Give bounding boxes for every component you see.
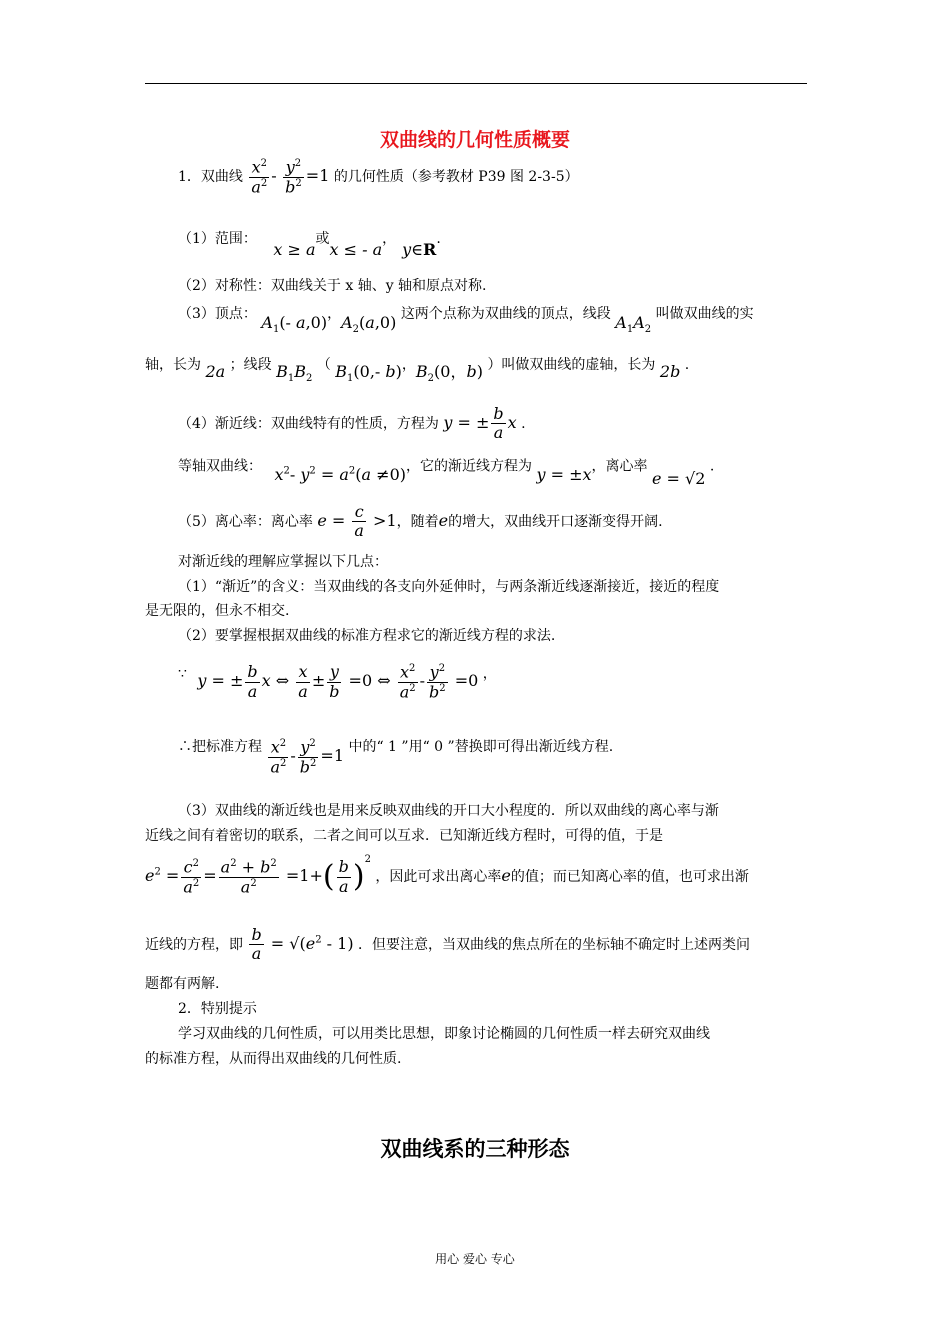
formula-x2-over-a2: $\frac{x^2}{a^2}$ xyxy=(251,157,268,197)
eccentricity-line: （5）离心率：离心率 e = $\frac{c}{a}$ >1，随着e的增大，双曲线开口逐渐变得开阔. xyxy=(178,502,663,541)
axis-text-b: ；线段 xyxy=(229,357,272,373)
eccentricity-mid: ，随着 xyxy=(396,513,439,530)
eccentricity-post: 的增大，双曲线开口逐渐变得开阔. xyxy=(448,513,663,530)
therefore-line: ∴把标准方程 $\frac{x^2}{a^2}$ - $\frac{y^2}{b^2}$ =1 中的“ 1 ”用“ 0 ”替换即可得出渐近线方程. xyxy=(178,737,614,777)
vertex-desc: 这两个点称为双曲线的顶点，线段 xyxy=(400,306,611,322)
because-line: ∵ y = ± $\frac{b}{a}$ x ⇔ $\frac{x}{a}$ ± $\frac{y}{b}$ =0 ⇔ $\frac{x^2}{a^2}$ - $\frac{y^2}{b^2}$ =0 ， xyxy=(178,662,497,702)
intro-text: 1．双曲线 xyxy=(178,169,243,186)
page-title: 双曲线的几何性质概要 xyxy=(379,129,570,151)
period: . xyxy=(709,458,715,475)
intro-reference: 的几何性质（参考教材 P39 图 2-3-5） xyxy=(333,169,579,186)
eccentricity-formula-post: 的值；而已知离心率的值，也可求出渐 xyxy=(510,869,749,886)
header-rule xyxy=(145,83,807,84)
eccentricity-formula-line: $e^2$ = $\frac{c^2}{a^2}$ = $\frac{a^2 + b^2}{a^2}$ =1+( $\frac{b}{a}$ )$^2$ ，因此可求出离心率e的值；而已知离心率的值，也可求出渐 xyxy=(145,853,749,897)
section-2-heading: 2．特别提示 xyxy=(178,1001,257,1017)
asymptote-label: （4）渐近线：双曲线特有的性质，方程为 xyxy=(178,415,439,432)
formula-y2-over-b2: $\frac{y^2}{b^2}$ xyxy=(285,157,302,197)
paragraph-1-line-1: （1）“渐近”的含义：当双曲线的各支向外延伸时，与两条渐近线逐渐接近，接近的程度 xyxy=(178,579,720,595)
formula-c-over-a: $\frac{c}{a}$ xyxy=(354,502,364,541)
or-text: 或 xyxy=(315,231,330,247)
derivation-pre: 近线的方程，即 xyxy=(145,936,243,953)
formula-b-over-a: $\frac{b}{a}$ xyxy=(493,404,504,443)
section-2-line-2: 的标准方程，从而得出双曲线的几何性质. xyxy=(145,1051,402,1067)
paragraph-3-line-1: （3）双曲线的渐近线也是用来反映双曲线的开口大小程度的．所以双曲线的离心率与渐 xyxy=(178,803,719,819)
derivation-post: ．但要注意，当双曲线的焦点所在的坐标轴不确定时上述两类问 xyxy=(358,936,751,953)
vertex-post: 叫做双曲线的实 xyxy=(655,306,754,322)
equiaxial-label: 等轴双曲线： xyxy=(178,458,262,475)
paragraph-intro: 对渐近线的理解应掌握以下几点： xyxy=(178,554,388,570)
section-title: 双曲线系的三种形态 xyxy=(380,1137,570,1161)
footer: 用心 爱心 专心 xyxy=(435,1252,515,1266)
equiaxial-mid2: ，离心率 xyxy=(591,458,648,475)
paragraph-4: 题都有两解. xyxy=(145,976,220,992)
property-intro: 1．双曲线 $\frac{x^2}{a^2}$ - $\frac{y^2}{b^2}$ =1 的几何性质（参考教材 P39 图 2-3-5） xyxy=(178,157,579,197)
range-label: （1）范围： xyxy=(178,231,257,247)
axis-text-e: . xyxy=(684,357,690,373)
paragraph-2: （2）要掌握根据双曲线的标准方程求它的渐近线方程的求法. xyxy=(178,628,556,644)
symmetry-line: （2）对称性：双曲线关于 x 轴、y 轴和原点对称. xyxy=(178,278,487,294)
vertex-line: （3）顶点： $A_1(-$ a,0)，$A_2(a,0)$ 这两个点称为双曲线的顶点，线段 $A_1A_2$ 叫做双曲线的实 xyxy=(178,306,754,336)
therefore-pre: ∴把标准方程 xyxy=(178,739,262,756)
equiaxial-line: 等轴双曲线： $x^2-$ $y^2 = a^2(a \ne 0)$，它的渐近线方程为 y = ±x，离心率 e = √2 . xyxy=(178,458,715,489)
axis-text-c: （ xyxy=(316,357,331,373)
vertex-label: （3）顶点： xyxy=(178,306,257,322)
comma: ， xyxy=(482,666,497,683)
section-2-line-1: 学习双曲线的几何性质，可以用类比思想，即象讨论椭圆的几何性质一样去研究双曲线 xyxy=(178,1026,710,1042)
period: . xyxy=(436,231,441,247)
therefore-post: 中的“ 1 ”用“ 0 ”替换即可得出渐近线方程. xyxy=(348,739,614,756)
axis-text-a: 轴，长为 xyxy=(145,357,201,373)
range-line: （1）范围： x ≥ a或x ≤ - a，y∈R. xyxy=(178,231,441,259)
period: . xyxy=(521,415,526,432)
paragraph-3-line-2: 近线之间有着密切的联系，二者之间可以互求．已知渐近线方程时，可得的值，于是 xyxy=(145,828,663,844)
axis-line: 轴，长为 2a ；线段 $B_1B_2$ （ $B_1(0,-$ b)，$B_2(0$，b) ）叫做双曲线的虚轴，长为 2b . xyxy=(145,357,690,385)
paragraph-1-line-2: 是无限的，但永不相交. xyxy=(145,603,290,619)
because-symbol: ∵ xyxy=(178,666,187,683)
comma: ， xyxy=(382,231,397,247)
equiaxial-mid: ，它的渐近线方程为 xyxy=(406,458,532,475)
asymptote-line: （4）渐近线：双曲线特有的性质，方程为 y = ± $\frac{b}{a}$ x . xyxy=(178,404,526,443)
asymptote-derivation-line: 近线的方程，即 $\frac{b}{a}$ = $√(e^2 - 1)$ ．但要注意，当双曲线的焦点所在的坐标轴不确定时上述两类问 xyxy=(145,925,751,964)
eccentricity-formula-mid: ，因此可求出离心率 xyxy=(375,869,502,886)
eccentricity-label: （5）离心率：离心率 xyxy=(178,513,313,530)
axis-text-d: ）叫做双曲线的虚轴，长为 xyxy=(487,357,656,373)
